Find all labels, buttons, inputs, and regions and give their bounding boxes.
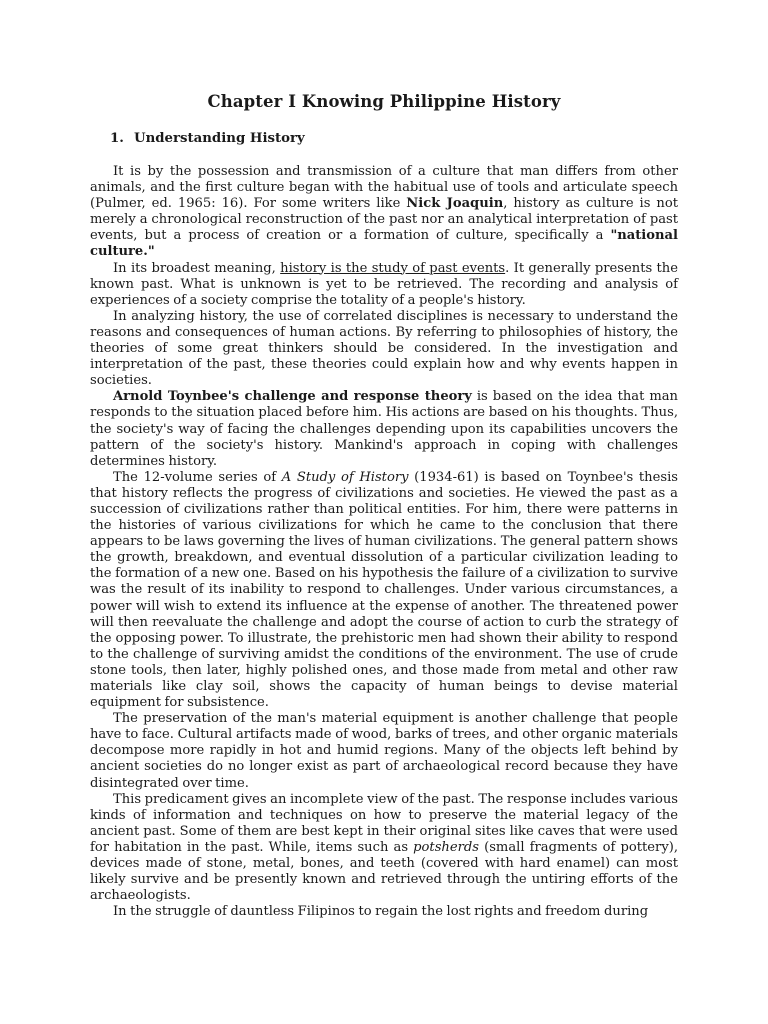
- text-run: The 12-volume series of: [113, 469, 282, 485]
- text-run: The preservation of the man's material equipment is another challenge that people have to face. Cultural artifacts made of wood, barks of trees, and other organic materials decompose more rapidly in hot and humid regions. Many of the objects left behind by ancient societies do no longer exist as part of archaeological record because they have disintegrated over time.: [90, 711, 678, 791]
- text-run: (1934-61) is based on Toynbee's thesis that history reflects the progress of civilizations and societies. He viewed the past as a succession of civilizations rather than political entities. For him, there were patterns in the histories of various civilizations for which he came to the conclusion that there appears to be laws governing the lives of human civilizations. The general pattern shows the growth, breakdown, and eventual dissolution of a particular civilization leading to the formation of a new one. Based on his hypothesis the failure of a civilization to survive was the result of its inability to respond to challenges. Under various circumstances, a power will wish to extend its influence at the expense of another. The threatened power will then reevaluate the challenge and adopt the course of action to curb the strategy of the opposing power. To illustrate, the prehistoric men had shown their ability to respond to the challenge of surviving amidst the conditions of the environment. The use of crude stone tools, then later, highly polished ones, and those made from metal and other raw materials like clay soil, shows the capacity of human beings to devise material equipment for subsistence.: [90, 469, 678, 711]
- paragraph: [90, 711, 678, 791]
- chapter-title: Chapter I Knowing Philippine History: [207, 92, 561, 111]
- text-run: In its broadest meaning,: [113, 260, 281, 276]
- text-run: In analyzing history, the use of correlated disciplines is necessary to understand the reasons and consequences of human actions. By referring to philosophies of history, the theories of some great thinkers should be considered. In the investigation and interpretation of the past, these theories could explain how and why events happen in societies.: [90, 308, 678, 389]
- bold-text: Arnold Toynbee's challenge and response theory: [113, 389, 472, 405]
- underlined-text: history is the study of past events: [280, 260, 506, 276]
- paragraph: [90, 470, 678, 711]
- text-run: This predicament gives an incomplete view of the past. The response includes various kinds of information and techniques on how to preserve the material legacy of the ancient past. Some of them are best kept in their original sites like caves that were used for habitation in the past. While, items such as: [90, 791, 678, 855]
- text-run: It is by the possession and transmission of a culture that man differs from other animals, and the first culture began with the habitual use of tools and articulate speech (Pulmer, ed. 1965: 16). For some writers like: [90, 164, 678, 212]
- paragraph: [90, 261, 678, 309]
- italic-text: potsherds: [413, 839, 479, 855]
- section-number: 1.: [110, 131, 124, 146]
- paragraph: [90, 792, 678, 905]
- paragraph: [90, 164, 678, 261]
- italic-text: A Study of History: [281, 469, 409, 485]
- text-run: In the struggle of dauntless Filipinos to regain the lost rights and freedom during: [113, 904, 649, 920]
- paragraph: [90, 309, 678, 389]
- text-run: is based on the idea that man responds to the situation placed before him. His actions are based on his thoughts. Thus, the society's way of facing the challenges depending upon its capabilities uncovers the pattern of the society's history. Mankind's approach in coping with challenges determines history.: [90, 389, 678, 469]
- document-page: [90, 92, 678, 920]
- section-title: Understanding History: [134, 131, 305, 146]
- bold-text: "national culture.": [90, 228, 678, 260]
- paragraph: [90, 904, 678, 920]
- text-run: , history as culture is not merely a chronological reconstruction of the past nor an analytical interpretation of past events, but a process of creation or a formation of culture, specifically a: [90, 196, 678, 244]
- bold-text: Nick Joaquin: [406, 196, 504, 212]
- text-run: (small fragments of pottery), devices made of stone, metal, bones, and teeth (covered with hard enamel) can most likely survive and be presently known and retrieved through the untiring efforts of the archaeologists.: [90, 839, 678, 904]
- text-run: . It generally presents the known past. What is unknown is yet to be retrieved. The recording and analysis of experiences of a society comprise the totality of a people's history.: [90, 260, 678, 308]
- paragraph: [90, 389, 678, 469]
- body-text: [90, 164, 678, 920]
- section-heading: [90, 131, 678, 146]
